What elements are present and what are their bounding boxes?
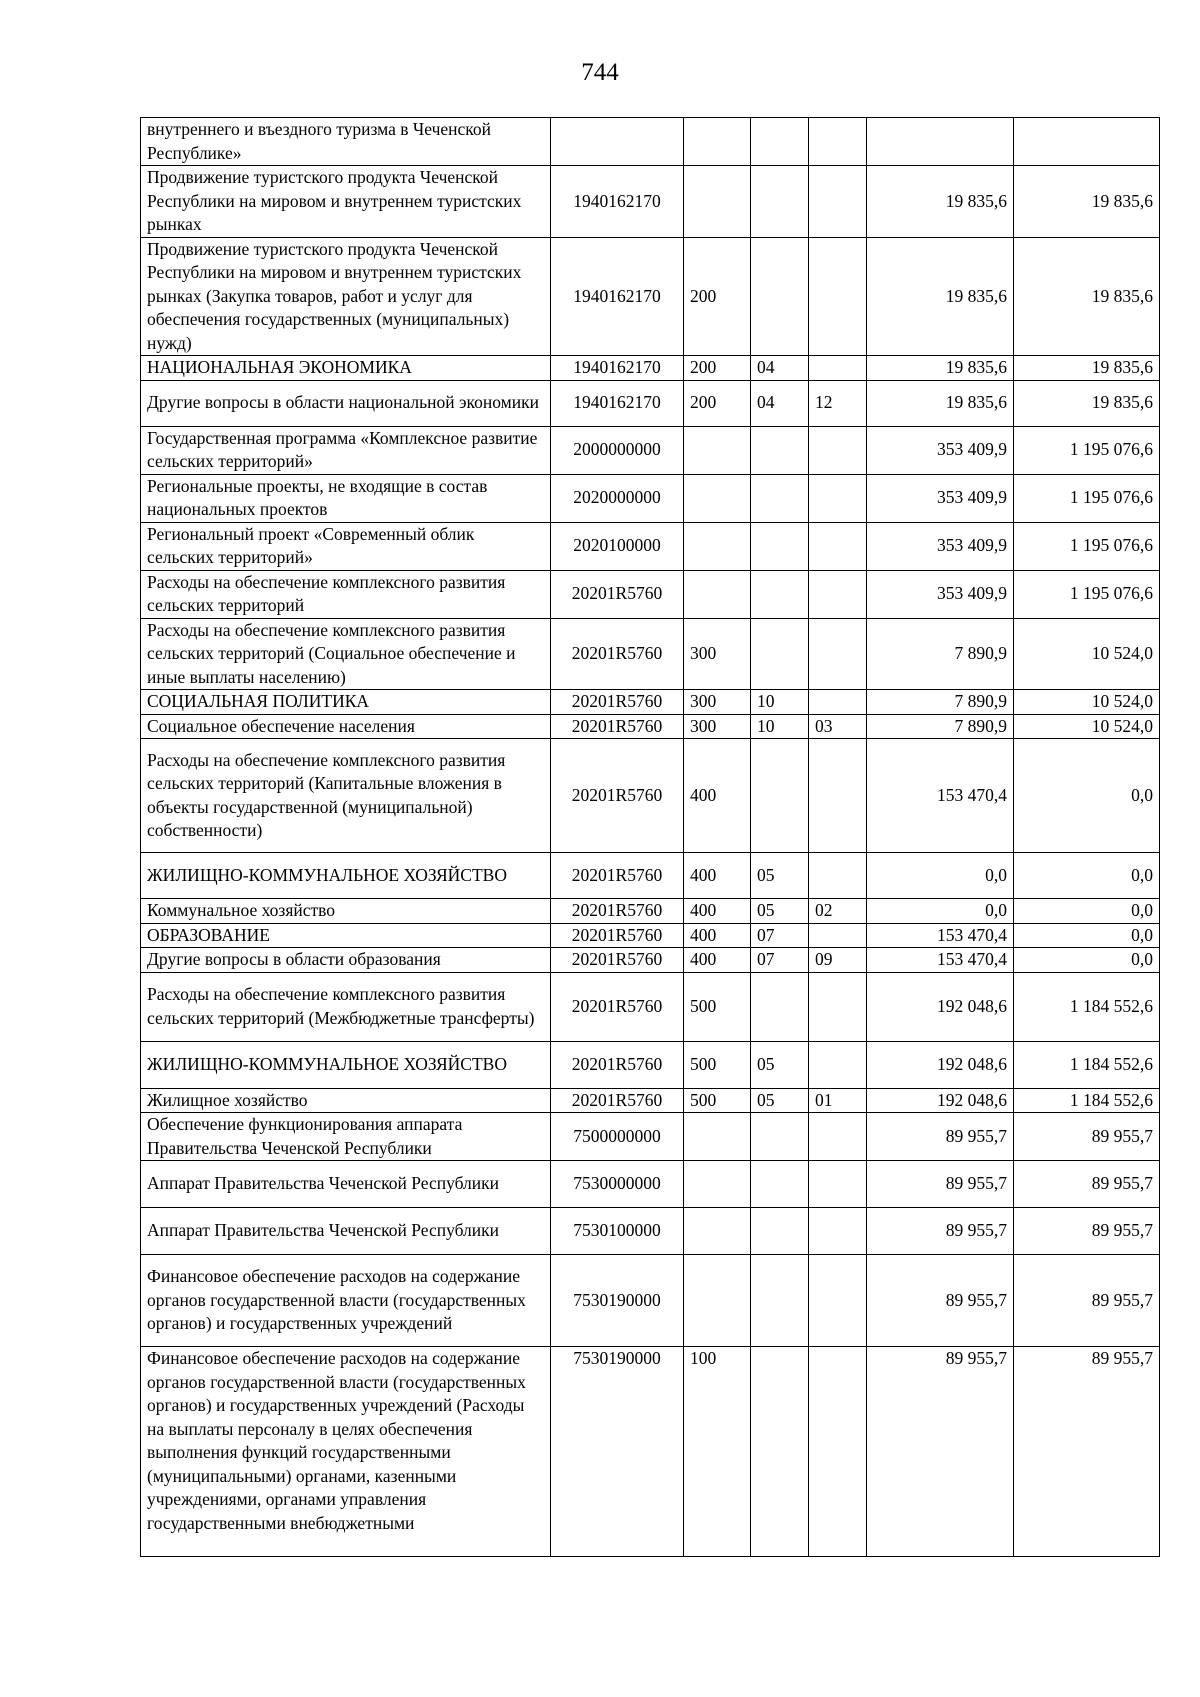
row-amount-1: 19 835,6 bbox=[867, 380, 1014, 426]
row-code: 20201R5760 bbox=[551, 899, 684, 924]
row-amount-2: 89 955,7 bbox=[1014, 1347, 1160, 1557]
table-row bbox=[141, 1347, 1160, 1557]
row-expense-type: 200 bbox=[684, 356, 751, 381]
row-subsection: 01 bbox=[809, 1088, 867, 1113]
row-amount-1: 19 835,6 bbox=[867, 237, 1014, 356]
row-amount-2: 1 195 076,6 bbox=[1014, 522, 1160, 570]
row-amount-2: 89 955,7 bbox=[1014, 1255, 1160, 1347]
row-name: Государственная программа «Комплексное развитие сельских территорий» bbox=[141, 426, 551, 474]
row-amount-1: 353 409,9 bbox=[867, 426, 1014, 474]
row-amount-1: 7 890,9 bbox=[867, 690, 1014, 715]
row-name: Другие вопросы в области национальной экономики bbox=[141, 380, 551, 426]
row-code: 2000000000 bbox=[551, 426, 684, 474]
budget-table bbox=[140, 117, 1160, 1557]
table-row bbox=[141, 166, 1160, 238]
row-amount-2: 10 524,0 bbox=[1014, 714, 1160, 739]
row-name: Расходы на обеспечение комплексного развития сельских территорий (Межбюджетные трансферты) bbox=[141, 972, 551, 1041]
row-subsection bbox=[809, 1113, 867, 1161]
row-amount-2: 0,0 bbox=[1014, 739, 1160, 853]
row-section: 07 bbox=[751, 923, 809, 948]
row-code: 20201R5760 bbox=[551, 1088, 684, 1113]
row-name: ЖИЛИЩНО-КОММУНАЛЬНОЕ ХОЗЯЙСТВО bbox=[141, 1041, 551, 1088]
row-name: Обеспечение функционирования аппарата Правительства Чеченской Республики bbox=[141, 1113, 551, 1161]
table-row bbox=[141, 1041, 1160, 1088]
row-expense-type bbox=[684, 426, 751, 474]
row-section: 10 bbox=[751, 690, 809, 715]
row-expense-type bbox=[684, 1161, 751, 1208]
table-row bbox=[141, 1113, 1160, 1161]
row-amount-2: 0,0 bbox=[1014, 923, 1160, 948]
row-amount-2: 1 184 552,6 bbox=[1014, 1088, 1160, 1113]
row-subsection bbox=[809, 570, 867, 618]
row-amount-1: 353 409,9 bbox=[867, 474, 1014, 522]
table-row bbox=[141, 474, 1160, 522]
row-subsection bbox=[809, 522, 867, 570]
row-section bbox=[751, 1347, 809, 1557]
row-name: Расходы на обеспечение комплексного развития сельских территорий bbox=[141, 570, 551, 618]
row-name: Региональный проект «Современный облик сельских территорий» bbox=[141, 522, 551, 570]
row-name: Региональные проекты, не входящие в состав национальных проектов bbox=[141, 474, 551, 522]
row-amount-1: 89 955,7 bbox=[867, 1347, 1014, 1557]
table-row bbox=[141, 118, 1160, 166]
row-amount-2: 1 195 076,6 bbox=[1014, 474, 1160, 522]
row-subsection: 02 bbox=[809, 899, 867, 924]
row-section: 05 bbox=[751, 899, 809, 924]
row-section: 05 bbox=[751, 1041, 809, 1088]
row-section bbox=[751, 972, 809, 1041]
row-section: 05 bbox=[751, 1088, 809, 1113]
row-code: 20201R5760 bbox=[551, 923, 684, 948]
row-code: 1940162170 bbox=[551, 380, 684, 426]
row-amount-1: 153 470,4 bbox=[867, 739, 1014, 853]
row-section bbox=[751, 166, 809, 238]
row-section bbox=[751, 1113, 809, 1161]
row-expense-type bbox=[684, 166, 751, 238]
row-code: 20201R5760 bbox=[551, 1041, 684, 1088]
table-row bbox=[141, 739, 1160, 853]
row-amount-2: 0,0 bbox=[1014, 899, 1160, 924]
row-name: Социальное обеспечение населения bbox=[141, 714, 551, 739]
row-name: Финансовое обеспечение расходов на содержание органов государственной власти (государственных органов) и государственных учреждений bbox=[141, 1255, 551, 1347]
row-name: Расходы на обеспечение комплексного развития сельских территорий (Капитальные вложения в объекты государственной (муниципальной) собственности) bbox=[141, 739, 551, 853]
row-expense-type bbox=[684, 1208, 751, 1255]
row-name: Продвижение туристского продукта Чеченской Республики на мировом и внутреннем туристских рынках (Закупка товаров, работ и услуг для обеспечения государственных (муниципальных) нужд) bbox=[141, 237, 551, 356]
row-section: 10 bbox=[751, 714, 809, 739]
row-section bbox=[751, 522, 809, 570]
table-body bbox=[141, 118, 1160, 1557]
row-amount-1: 353 409,9 bbox=[867, 522, 1014, 570]
row-section: 07 bbox=[751, 948, 809, 973]
table-row bbox=[141, 1088, 1160, 1113]
table-row bbox=[141, 899, 1160, 924]
row-code: 7500000000 bbox=[551, 1113, 684, 1161]
row-subsection bbox=[809, 618, 867, 690]
row-section bbox=[751, 618, 809, 690]
row-amount-1: 192 048,6 bbox=[867, 972, 1014, 1041]
table-row bbox=[141, 380, 1160, 426]
row-amount-2: 89 955,7 bbox=[1014, 1113, 1160, 1161]
row-amount-2: 89 955,7 bbox=[1014, 1208, 1160, 1255]
row-expense-type: 300 bbox=[684, 714, 751, 739]
row-expense-type bbox=[684, 1255, 751, 1347]
row-name: Аппарат Правительства Чеченской Республики bbox=[141, 1208, 551, 1255]
row-subsection: 09 bbox=[809, 948, 867, 973]
row-amount-1: 153 470,4 bbox=[867, 948, 1014, 973]
row-code: 20201R5760 bbox=[551, 853, 684, 899]
row-amount-2: 10 524,0 bbox=[1014, 690, 1160, 715]
row-expense-type bbox=[684, 570, 751, 618]
row-amount-1: 89 955,7 bbox=[867, 1113, 1014, 1161]
row-name: Продвижение туристского продукта Чеченской Республики на мировом и внутреннем туристских рынках bbox=[141, 166, 551, 238]
row-amount-2: 19 835,6 bbox=[1014, 356, 1160, 381]
table-row bbox=[141, 853, 1160, 899]
row-subsection bbox=[809, 118, 867, 166]
row-subsection bbox=[809, 972, 867, 1041]
row-amount-1: 7 890,9 bbox=[867, 618, 1014, 690]
row-section bbox=[751, 237, 809, 356]
row-amount-2: 0,0 bbox=[1014, 853, 1160, 899]
row-amount-1: 7 890,9 bbox=[867, 714, 1014, 739]
row-subsection bbox=[809, 237, 867, 356]
row-expense-type bbox=[684, 474, 751, 522]
row-section bbox=[751, 426, 809, 474]
row-section bbox=[751, 570, 809, 618]
row-amount-1: 0,0 bbox=[867, 853, 1014, 899]
row-subsection bbox=[809, 923, 867, 948]
table-row bbox=[141, 972, 1160, 1041]
row-name: Расходы на обеспечение комплексного развития сельских территорий (Социальное обеспечение и иные выплаты населению) bbox=[141, 618, 551, 690]
row-amount-1: 19 835,6 bbox=[867, 356, 1014, 381]
row-subsection bbox=[809, 356, 867, 381]
row-code: 7530100000 bbox=[551, 1208, 684, 1255]
row-expense-type: 200 bbox=[684, 380, 751, 426]
row-expense-type bbox=[684, 522, 751, 570]
row-expense-type bbox=[684, 1113, 751, 1161]
table-row bbox=[141, 237, 1160, 356]
row-code: 20201R5760 bbox=[551, 948, 684, 973]
row-expense-type: 200 bbox=[684, 237, 751, 356]
row-amount-2 bbox=[1014, 118, 1160, 166]
table-row bbox=[141, 522, 1160, 570]
row-code: 20201R5760 bbox=[551, 714, 684, 739]
row-name: ОБРАЗОВАНИЕ bbox=[141, 923, 551, 948]
row-expense-type: 400 bbox=[684, 853, 751, 899]
row-name: Финансовое обеспечение расходов на содержание органов государственной власти (государственных органов) и государственных учреждений (Расходы на выплаты персоналу в целях обеспечения выполнения функций государственными (муниципальными) органами, казенными учреждениями, органами управления государственными внебюджетными bbox=[141, 1347, 551, 1557]
row-amount-1: 89 955,7 bbox=[867, 1208, 1014, 1255]
row-code: 20201R5760 bbox=[551, 739, 684, 853]
row-section bbox=[751, 1161, 809, 1208]
row-subsection bbox=[809, 1208, 867, 1255]
row-section bbox=[751, 118, 809, 166]
row-code: 7530190000 bbox=[551, 1255, 684, 1347]
row-name: Аппарат Правительства Чеченской Республики bbox=[141, 1161, 551, 1208]
row-subsection bbox=[809, 1255, 867, 1347]
row-subsection bbox=[809, 739, 867, 853]
row-amount-1: 89 955,7 bbox=[867, 1255, 1014, 1347]
row-name: НАЦИОНАЛЬНАЯ ЭКОНОМИКА bbox=[141, 356, 551, 381]
row-section bbox=[751, 1208, 809, 1255]
row-amount-2: 1 195 076,6 bbox=[1014, 570, 1160, 618]
table-row bbox=[141, 1255, 1160, 1347]
row-subsection: 03 bbox=[809, 714, 867, 739]
row-subsection bbox=[809, 166, 867, 238]
row-expense-type: 500 bbox=[684, 1088, 751, 1113]
row-section bbox=[751, 474, 809, 522]
row-amount-2: 19 835,6 bbox=[1014, 237, 1160, 356]
row-subsection bbox=[809, 690, 867, 715]
row-amount-1: 353 409,9 bbox=[867, 570, 1014, 618]
row-code: 2020100000 bbox=[551, 522, 684, 570]
table-row bbox=[141, 690, 1160, 715]
table-row bbox=[141, 570, 1160, 618]
row-amount-1: 19 835,6 bbox=[867, 166, 1014, 238]
row-expense-type: 300 bbox=[684, 618, 751, 690]
row-amount-2: 19 835,6 bbox=[1014, 380, 1160, 426]
row-subsection bbox=[809, 1347, 867, 1557]
row-name: Другие вопросы в области образования bbox=[141, 948, 551, 973]
row-section: 05 bbox=[751, 853, 809, 899]
table-row bbox=[141, 923, 1160, 948]
row-amount-2: 89 955,7 bbox=[1014, 1161, 1160, 1208]
row-expense-type: 500 bbox=[684, 1041, 751, 1088]
row-amount-2: 1 184 552,6 bbox=[1014, 1041, 1160, 1088]
row-code: 7530000000 bbox=[551, 1161, 684, 1208]
row-expense-type: 400 bbox=[684, 923, 751, 948]
row-expense-type: 400 bbox=[684, 739, 751, 853]
row-amount-1: 192 048,6 bbox=[867, 1088, 1014, 1113]
row-amount-1: 153 470,4 bbox=[867, 923, 1014, 948]
row-expense-type: 100 bbox=[684, 1347, 751, 1557]
row-amount-1: 89 955,7 bbox=[867, 1161, 1014, 1208]
row-code: 1940162170 bbox=[551, 356, 684, 381]
row-name: Жилищное хозяйство bbox=[141, 1088, 551, 1113]
row-amount-1: 192 048,6 bbox=[867, 1041, 1014, 1088]
row-code: 7530190000 bbox=[551, 1347, 684, 1557]
row-name: внутреннего и въездного туризма в Чеченской Республике» bbox=[141, 118, 551, 166]
page-number: 744 bbox=[581, 59, 619, 86]
table-row bbox=[141, 1208, 1160, 1255]
row-subsection bbox=[809, 474, 867, 522]
row-code bbox=[551, 118, 684, 166]
row-amount-1 bbox=[867, 118, 1014, 166]
row-expense-type: 500 bbox=[684, 972, 751, 1041]
row-section: 04 bbox=[751, 380, 809, 426]
row-section bbox=[751, 739, 809, 853]
row-code: 20201R5760 bbox=[551, 618, 684, 690]
row-amount-2: 1 184 552,6 bbox=[1014, 972, 1160, 1041]
row-code: 20201R5760 bbox=[551, 570, 684, 618]
row-code: 1940162170 bbox=[551, 166, 684, 238]
row-name: СОЦИАЛЬНАЯ ПОЛИТИКА bbox=[141, 690, 551, 715]
row-amount-1: 0,0 bbox=[867, 899, 1014, 924]
table-row bbox=[141, 618, 1160, 690]
row-subsection: 12 bbox=[809, 380, 867, 426]
row-amount-2: 10 524,0 bbox=[1014, 618, 1160, 690]
table-row bbox=[141, 1161, 1160, 1208]
table-row bbox=[141, 948, 1160, 973]
row-code: 20201R5760 bbox=[551, 972, 684, 1041]
row-expense-type: 300 bbox=[684, 690, 751, 715]
row-amount-2: 0,0 bbox=[1014, 948, 1160, 973]
row-code: 2020000000 bbox=[551, 474, 684, 522]
row-section bbox=[751, 1255, 809, 1347]
row-section: 04 bbox=[751, 356, 809, 381]
row-subsection bbox=[809, 853, 867, 899]
table-row bbox=[141, 356, 1160, 381]
row-subsection bbox=[809, 426, 867, 474]
row-subsection bbox=[809, 1161, 867, 1208]
row-code: 1940162170 bbox=[551, 237, 684, 356]
row-expense-type: 400 bbox=[684, 948, 751, 973]
row-expense-type bbox=[684, 118, 751, 166]
row-amount-2: 19 835,6 bbox=[1014, 166, 1160, 238]
row-amount-2: 1 195 076,6 bbox=[1014, 426, 1160, 474]
row-name: Коммунальное хозяйство bbox=[141, 899, 551, 924]
row-name: ЖИЛИЩНО-КОММУНАЛЬНОЕ ХОЗЯЙСТВО bbox=[141, 853, 551, 899]
table-row bbox=[141, 426, 1160, 474]
row-expense-type: 400 bbox=[684, 899, 751, 924]
row-code: 20201R5760 bbox=[551, 690, 684, 715]
table-row bbox=[141, 714, 1160, 739]
row-subsection bbox=[809, 1041, 867, 1088]
